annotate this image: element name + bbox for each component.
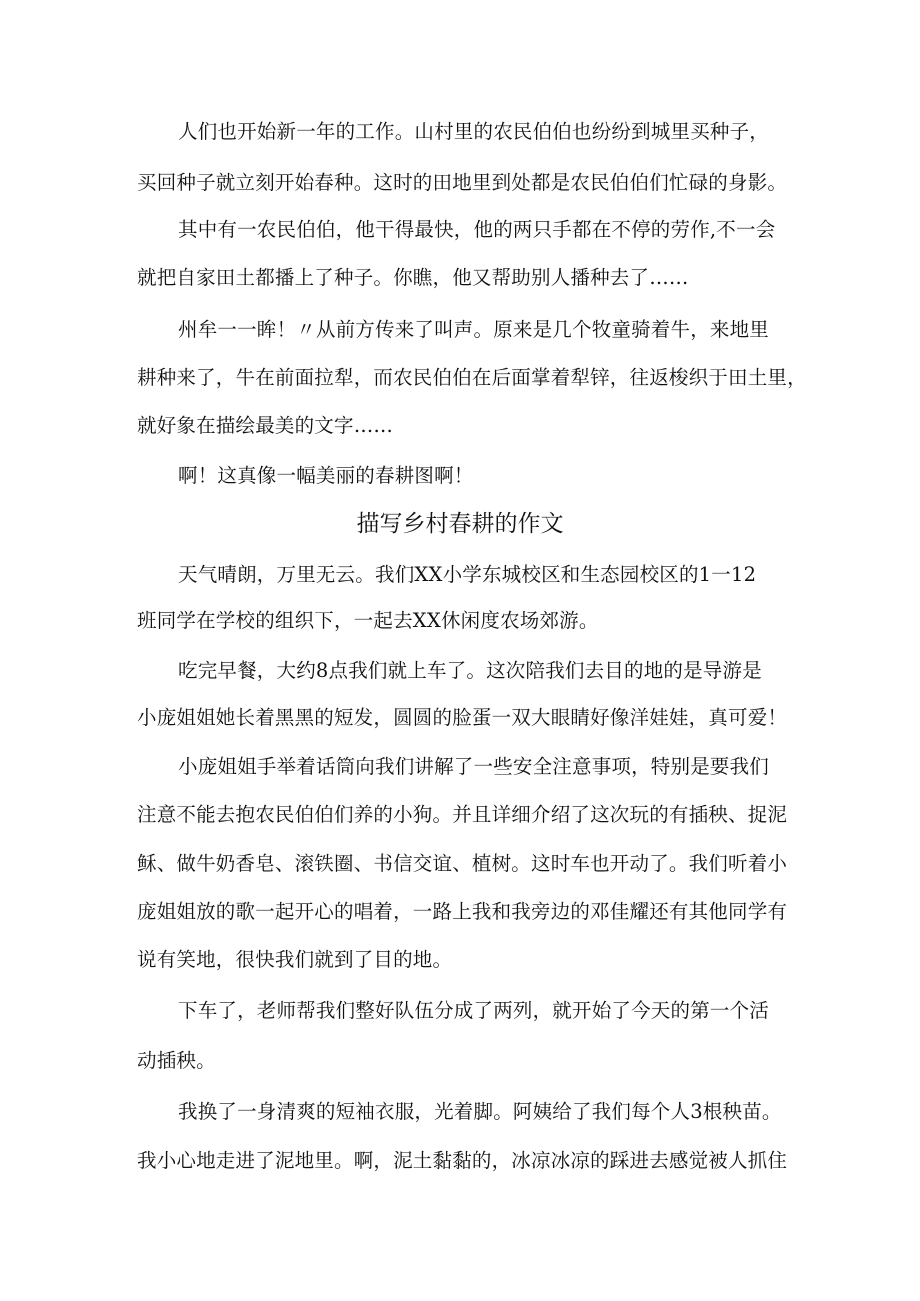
paragraph-line: 州牟一一眸！〃从前方传来了叫声。原来是几个牧童骑着牛，来地里 <box>178 318 770 341</box>
paragraph-line: 就好象在描绘最美的文字…… <box>137 414 394 437</box>
essay-title: 描写乡村春耕的作文 <box>356 511 564 537</box>
paragraph-line: 动插秧。 <box>137 1049 216 1072</box>
paragraph-line: 庞姐姐放的歌一起开心的唱着，一路上我和我旁边的邓佳耀还有其他同学有 <box>137 900 788 923</box>
paragraph-line: 就把自家田土都播上了种子。你瞧，他又帮助别人播种去了…… <box>137 266 689 289</box>
paragraph-line: 吃完早餐，大约8点我们就上车了。这次陪我们去目的地的是导游是 <box>178 659 762 682</box>
paragraph-line: 天气晴朗，万里无云。我们XX小学东城校区和生态园校区的1一12 <box>178 563 757 586</box>
paragraph-line: 我小心地走进了泥地里。啊，泥土黏黏的，冰凉冰凉的踩进去感觉被人抓住 <box>137 1149 788 1172</box>
paragraph-line: 其中有一农民伯伯，他干得最快，他的两只手都在不停的劳作,不一会 <box>178 218 776 241</box>
paragraph-line: 人们也开始新一年的工作。山村里的农民伯伯也纷纷到城里买种子， <box>178 120 770 143</box>
paragraph-line: 买回种子就立刻开始春种。这时的田地里到处都是农民伯伯们忙碌的身影。 <box>137 171 788 194</box>
paragraph-line: 小庞姐姐她长着黑黑的短发，圆圆的脸蛋一双大眼睛好像洋娃娃，真可爱！ <box>137 706 788 729</box>
paragraph-line: 啊！这真像一幅美丽的春耕图啊！ <box>178 464 474 487</box>
paragraph-line: 稣、做牛奶香皂、滚铁圈、书信交谊、植树。这时车也开动了。我们听着小 <box>137 852 788 875</box>
paragraph-line: 小庞姐姐手举着话筒向我们讲解了一些安全注意事项，特别是要我们 <box>178 755 770 778</box>
paragraph-line: 下车了，老师帮我们整好队伍分成了两列，就开始了今天的第一个活 <box>178 999 770 1022</box>
paragraph-line: 说有笑地，很快我们就到了目的地。 <box>137 948 453 971</box>
paragraph-line: 耕种来了，牛在前面拉犁，而农民伯伯在后面掌着犁锌，往返梭织于田土里， <box>137 366 807 389</box>
paragraph-line: 班同学在学校的组织下，一起去XX休闲度农场郊游。 <box>137 609 599 632</box>
paragraph-line: 我换了一身清爽的短袖衣服，光着脚。阿姨给了我们每个人3根秧苗。 <box>178 1100 782 1123</box>
paragraph-line: 注意不能去抱农民伯伯们养的小狗。并且详细介绍了这次玩的有插秧、捉泥 <box>137 803 788 826</box>
